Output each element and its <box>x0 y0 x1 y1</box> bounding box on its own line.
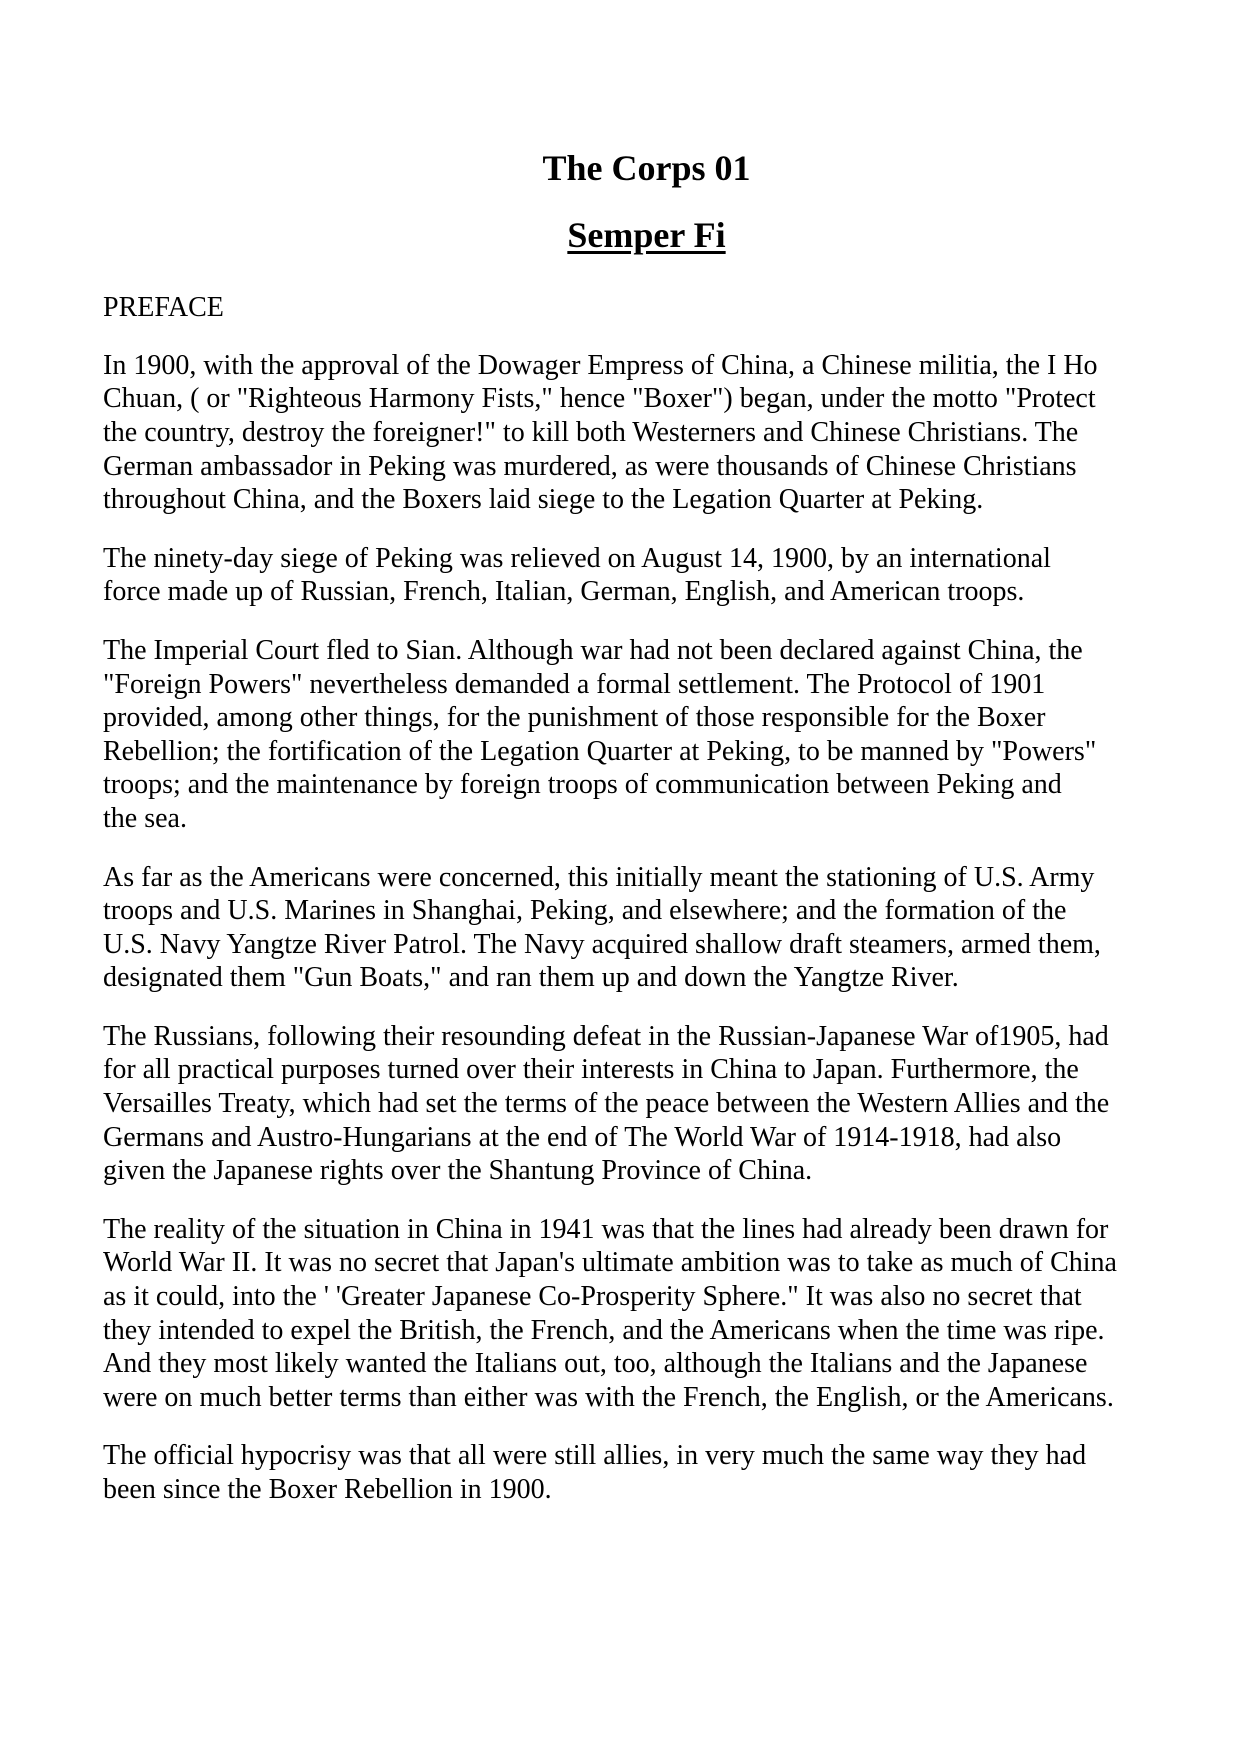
paragraph: The reality of the situation in China in 1941 was that the lines had already been drawn for World War II. It was no secret that Japan's ultimate ambition was to take as much of China as it could, into the ' 'Greater Japanese Co-Prosperity Sphere." It was also no secret that they intended to expel the British, the French, and the Americans when the time was ripe. And they most likely wanted the Italians out, too, although the Italians and the Japanese were on much better terms than either was with the French, the English, or the Americans. <box>103 1213 1117 1413</box>
paragraph: In 1900, with the approval of the Dowager Empress of China, a Chinese militia, the I Ho Chuan, ( or "Righteous Harmony Fists," hence "Boxer") began, under the motto "Protect the country, destroy the foreigner!" to kill both Westerners and Chinese Christians. The German ambassador in Peking was murdered, as were thousands of Chinese Christians throughout China, and the Boxers laid siege to the Legation Quarter at Peking. <box>103 349 1098 516</box>
paragraph: As far as the Americans were concerned, this initially meant the stationing of U.S. Army troops and U.S. Marines in Shanghai, Peking, and elsewhere; and the formation of the U.S. Navy Yangtze River Patrol. The Navy acquired shallow draft steamers, armed them, designated them "Gun Boats," and ran them up and down the Yangtze River. <box>103 861 1101 994</box>
section-label: PREFACE <box>103 291 224 323</box>
paragraph: The Russians, following their resounding defeat in the Russian-Japanese War of1905, had for all practical purposes turned over their interests in China to Japan. Furthermore, the Versailles Treaty, which had set the terms of the peace between the Western Allies and the Germans and Austro-Hungarians at the end of The World War of 1914-1918, had also given the Japanese rights over the Shantung Province of China. <box>103 1020 1110 1187</box>
paragraph: The ninety-day siege of Peking was relieved on August 14, 1900, by an international force made up of Russian, French, Italian, German, English, and American troops. <box>103 542 1051 608</box>
document-subtitle: Semper Fi <box>567 215 726 256</box>
body-text <box>103 349 1160 1507</box>
paragraph: The official hypocrisy was that all were still allies, in very much the same way they had been since the Boxer Rebellion in 1900. <box>103 1440 1087 1505</box>
paragraph: The Imperial Court fled to Sian. Although war had not been declared against China, the "Foreign Powers" nevertheless demanded a formal settlement. The Protocol of 1901 provided, among other things, for the punishment of those responsible for the Boxer Rebellion; the fortification of the Legation Quarter at Peking, to be manned by "Powers" troops; and the maintenance by foreign troops of communication between Peking and the sea. <box>103 634 1097 834</box>
document-title: The Corps 01 <box>542 148 751 188</box>
